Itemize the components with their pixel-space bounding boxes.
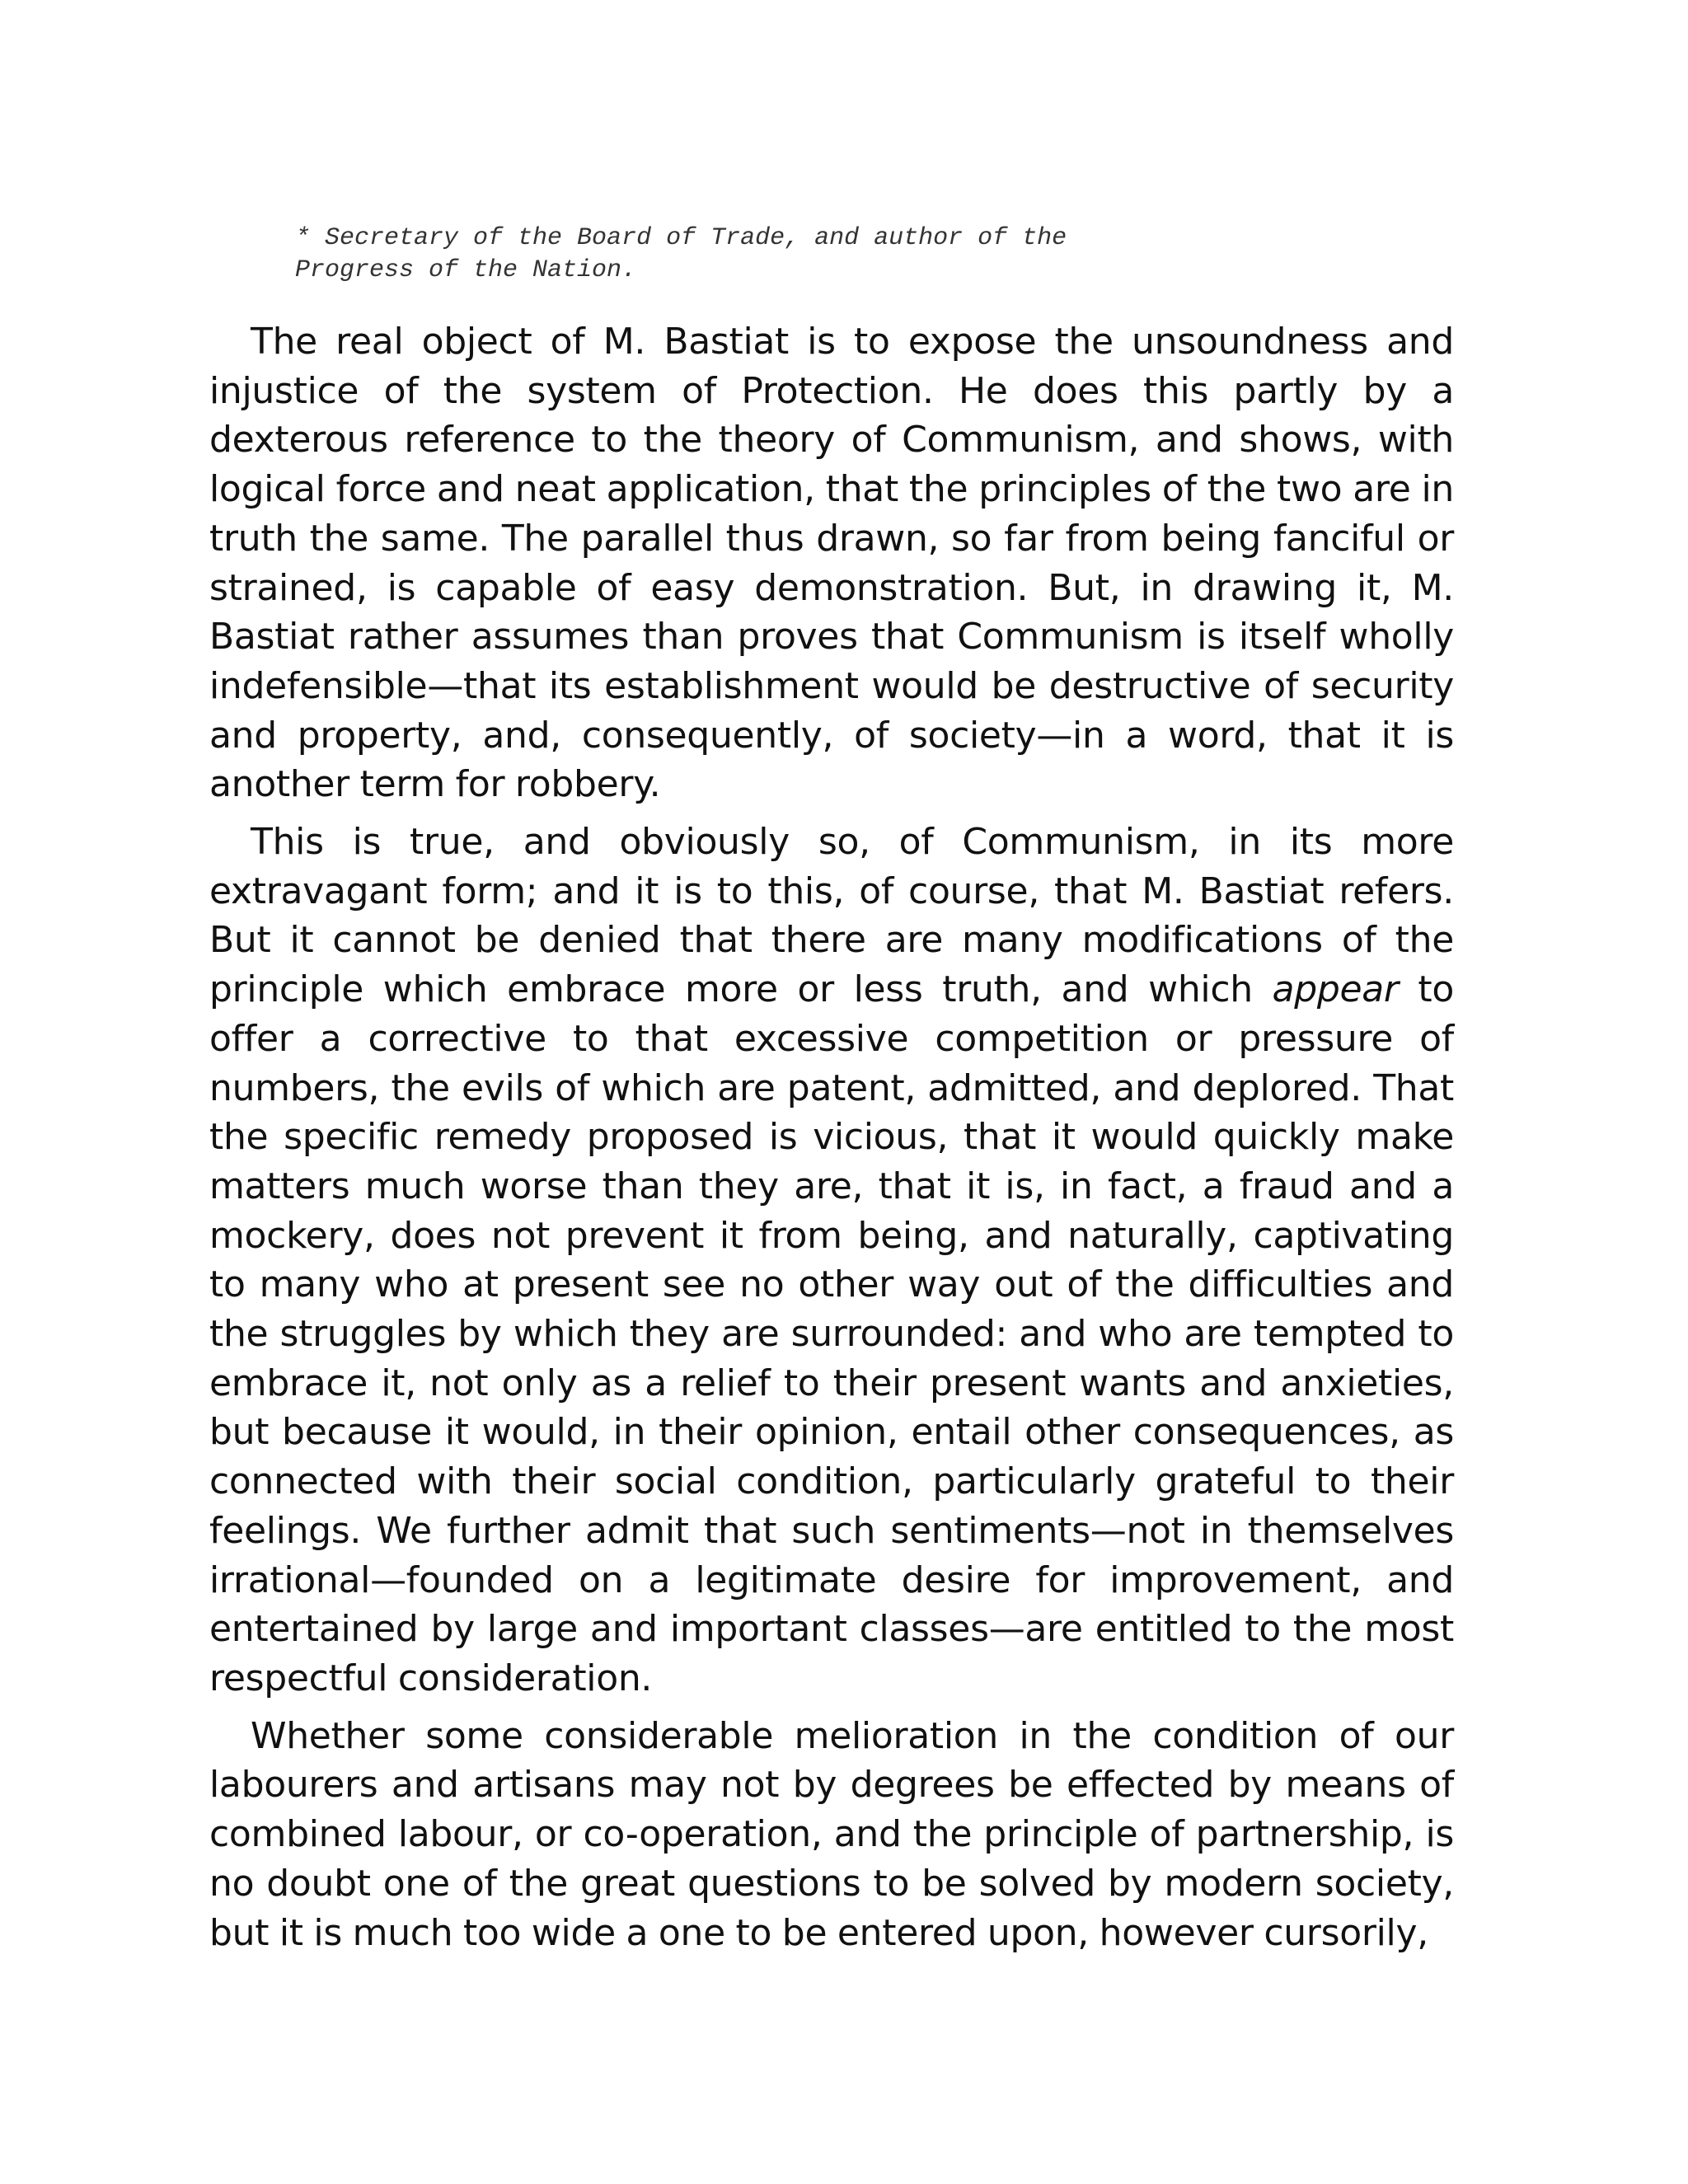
footnote	[295, 223, 1202, 287]
paragraph-3: Whether some considerable melioration in the condition of our labourers and artisans may not by degrees be effected by means of combined labour, or co-operation, and the principle of partnership, is no doubt one of the great questions to be solved by modern society, but it is much too wide a one to be entered upon, however cursorily,	[209, 1714, 1454, 1954]
body-text	[209, 317, 1454, 1957]
paragraph-1: The real object of M. Bastiat is to expose the unsoundness and injustice of the system of Protection. He does this partly by a dexterous reference to the theory of Communism, and shows, with logical force and neat application, that the principles of the two are in truth the same. The parallel thus drawn, so far from being fanciful or strained, is capable of easy demonstration. But, in drawing it, M. Bastiat rather assumes than proves that Communism is itself wholly indefensible—that its establishment would be destructive of security and property, and, consequently, of society—in a word, that it is another term for robbery.	[209, 321, 1454, 806]
paragraph-2-text-start: This is true, and obviously so, of Communism, in its more extravagant form; and it is to this, of course, that M. Bastiat refers. But it cannot be denied that there are many modifications of the principle which embrace more or less truth, and which	[209, 821, 1454, 1011]
paragraph-2	[209, 818, 1454, 1704]
footnote-line-1: * Secretary of the Board of Trade, and author of the	[295, 224, 1067, 252]
footnote-line-2: Progress of the Nation.	[295, 256, 637, 284]
paragraph-2-text-end: to offer a corrective to that excessive competition or pressure of numbers, the evils of which are patent, admitted, and deplored. That the specific remedy proposed is vicious, that it would quickly make matters much worse than they are, that it is, in fact, a fraud and a mockery, does not prevent it from being, and naturally, captivating to many who at present see no other way out of the difficulties and the struggles by which they are surrounded: and who are tempted to embrace it, not only as a relief to their present wants and anxieties, but because it would, in their opinion, entail other consequences, as connected with their social condition, particularly grateful to their feelings. We further admit that such sentiments—not in themselves irrational—founded on a legitimate desire for improvement, and entertained by large and important classes—are entitled to the most respectful consideration.	[209, 968, 1454, 1699]
emphasized-word: appear	[1272, 968, 1399, 1011]
document-page	[209, 223, 1454, 1957]
